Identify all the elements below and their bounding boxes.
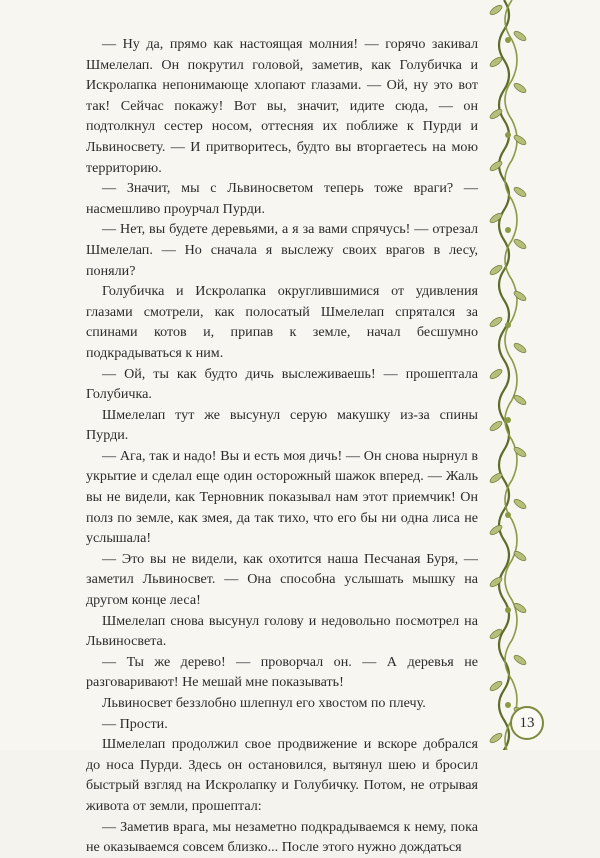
paragraph: — Ага, так и надо! Вы и есть моя дичь! — Он снова нырнул в укрытие и сделал еще один осторожный шажок вперед. — Жаль вы не видели, как Терновник показывал нам этот приемчик! Он полз по земле, как змея, да так тихо, что его бы ни одна лиса не услышала!: [86, 447, 478, 547]
flower-icon: [505, 227, 511, 233]
paragraph: — Значит, мы с Львиносветом теперь тоже враги? — насмешливо проурчал Пурди.: [86, 180, 478, 217]
leaf-icon: [489, 732, 504, 745]
vine-border-decoration: [484, 0, 532, 750]
leaf-icon: [513, 498, 528, 511]
paragraph: — Это вы не видели, как охотится наша Песчаная Буря, — заметил Львиносвет. — Она способна услышать мышку на другом конце леса!: [86, 550, 478, 609]
paragraph: Шмелелап снова высунул голову и недовольно посмотрел на Львиносвета.: [86, 612, 478, 650]
leaf-icon: [489, 4, 504, 17]
leaf-icon: [513, 238, 528, 251]
leaf-icon: [489, 680, 504, 693]
leaf-icon: [513, 394, 528, 407]
leaf-icon: [513, 446, 528, 459]
paragraph: — Нет, вы будете деревьями, а я за вами спрячусь! — отрезал Шмелелап. — Но сначала я выслежу своих врагов в лесу, поняли?: [86, 221, 478, 279]
leaf-icon: [513, 654, 528, 667]
vine-border-icon: [484, 0, 532, 750]
leaf-icon: [513, 290, 528, 303]
flower-icon: [505, 132, 511, 138]
leaf-icon: [489, 160, 504, 173]
paragraph: Шмелелап тут же высунул серую макушку из-за спины Пурди.: [86, 406, 478, 444]
paragraph: — Ой, ты как будто дичь выслеживаешь! — прошептала Голубичка.: [86, 365, 478, 403]
paragraph: Шмелелап продолжил свое продвижение и вскоре добрался до носа Пурди. Здесь он остановился, вытянул шею и бросил быстрый взгляд на Искролапку и Голубичку. Потом, не отрывая живота от земли, прошептал:: [86, 736, 478, 814]
paragraph: — Прости.: [102, 715, 168, 732]
leaf-icon: [513, 82, 528, 95]
leaf-icon: [513, 342, 528, 355]
leaf-icon: [489, 472, 504, 485]
leaf-icon: [513, 186, 528, 199]
leaf-icon: [489, 420, 504, 433]
page-text: [86, 34, 478, 858]
paragraph: — Ну да, прямо как настоящая молния! — горячо закивал Шмелелап. Он покрутил головой, заметив, как Голубичка и Искролапка непонимающе хлопают глазами. — Ой, ну это вот так! Сейчас покажу! Вот вы, значит, идите сюда, — он подтолкнул сестер носом, оттесняя их поближе к Пурди и Львиносвету. — И притворитесь, будто вы вторгаетесь на мою территорию.: [86, 36, 478, 176]
paragraph: — Заметив врага, мы незаметно подкрадываемся к нему, пока не оказываемся совсем близко... После этого нужно дождаться: [86, 818, 478, 856]
flower-icon: [505, 607, 511, 613]
leaf-icon: [513, 30, 528, 43]
paragraph: — Ты же дерево! — проворчал он. — А деревья не разговаривают! Не мешай мне показывать!: [86, 653, 478, 691]
flower-icon: [505, 417, 511, 423]
leaf-icon: [489, 56, 504, 69]
flower-icon: [505, 512, 511, 518]
leaf-icon: [489, 316, 504, 329]
leaf-icon: [489, 576, 504, 589]
paragraph: Львиносвет беззлобно шлепнул его хвостом по плечу.: [102, 695, 426, 711]
page-number-badge: [510, 706, 544, 740]
flower-icon: [505, 322, 511, 328]
paragraph: Голубичка и Искролапка округлившимися от удивления глазами смотрели, как полосатый Шмелелап спрятался за спинами котов и, припав к земле, начал бесшумно подкрадываться к ним.: [86, 283, 478, 361]
leaf-icon: [489, 368, 504, 381]
flower-icon: [505, 702, 511, 708]
page-number: 13: [519, 714, 535, 731]
flower-icon: [505, 37, 511, 43]
leaf-icon: [513, 550, 528, 563]
leaf-icon: [513, 134, 528, 147]
